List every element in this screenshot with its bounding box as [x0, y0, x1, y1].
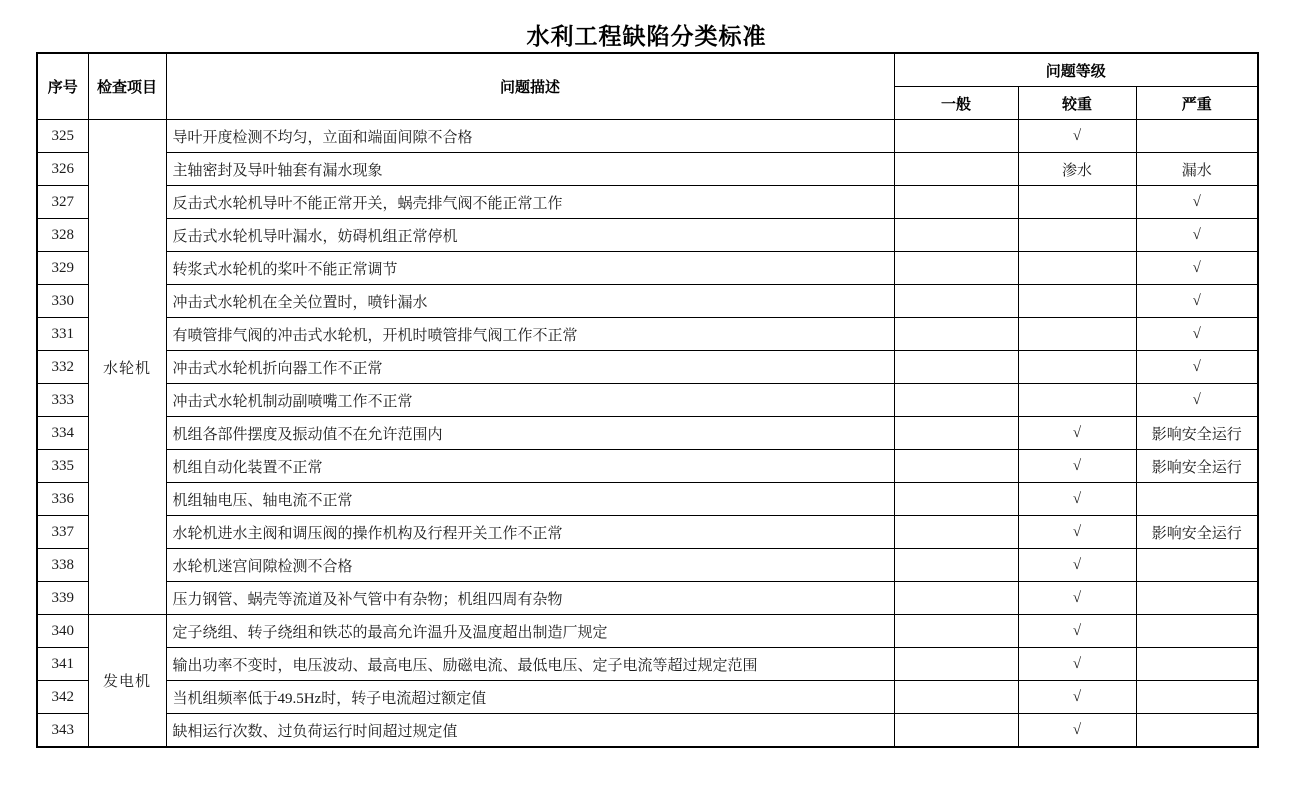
problem-description-cell: 机组各部件摆度及振动值不在允许范围内 [166, 417, 894, 450]
grade-severe-cell: √ [1136, 351, 1258, 384]
grade-serious-cell: √ [1018, 417, 1136, 450]
grade-general-cell [894, 285, 1018, 318]
table-row [37, 450, 1258, 483]
row-serial-number: 333 [37, 384, 88, 417]
table-row [37, 648, 1258, 681]
grade-general-cell [894, 219, 1018, 252]
header-level-general: 一般 [894, 87, 1018, 120]
grade-general-cell [894, 483, 1018, 516]
problem-description-cell: 压力钢管、蜗壳等流道及补气管中有杂物；机组四周有杂物 [166, 582, 894, 615]
problem-description-cell: 冲击式水轮机在全关位置时，喷针漏水 [166, 285, 894, 318]
header-serial-number: 序号 [37, 53, 88, 120]
table-row [37, 681, 1258, 714]
header-row-1 [37, 53, 1258, 87]
row-serial-number: 330 [37, 285, 88, 318]
table-row [37, 318, 1258, 351]
grade-general-cell [894, 384, 1018, 417]
grade-serious-cell [1018, 219, 1136, 252]
table-row [37, 219, 1258, 252]
table-row [37, 384, 1258, 417]
table-row [37, 615, 1258, 648]
grade-severe-cell: √ [1136, 384, 1258, 417]
grade-general-cell [894, 153, 1018, 186]
table-row [37, 252, 1258, 285]
grade-serious-cell: √ [1018, 120, 1136, 153]
grade-general-cell [894, 417, 1018, 450]
grade-severe-cell [1136, 681, 1258, 714]
table-row [37, 582, 1258, 615]
grade-serious-cell: √ [1018, 681, 1136, 714]
table-body [37, 120, 1258, 748]
grade-severe-cell [1136, 582, 1258, 615]
grade-severe-cell [1136, 483, 1258, 516]
table-row [37, 120, 1258, 153]
grade-serious-cell [1018, 318, 1136, 351]
table-row [37, 516, 1258, 549]
problem-description-cell: 定子绕组、转子绕组和铁芯的最高允许温升及温度超出制造厂规定 [166, 615, 894, 648]
table-row [37, 417, 1258, 450]
grade-general-cell [894, 351, 1018, 384]
grade-general-cell [894, 120, 1018, 153]
grade-serious-cell: √ [1018, 615, 1136, 648]
grade-general-cell [894, 516, 1018, 549]
grade-serious-cell [1018, 384, 1136, 417]
table-row [37, 351, 1258, 384]
grade-general-cell [894, 648, 1018, 681]
header-problem-level: 问题等级 [894, 53, 1258, 87]
row-serial-number: 325 [37, 120, 88, 153]
grade-serious-cell: √ [1018, 516, 1136, 549]
row-serial-number: 326 [37, 153, 88, 186]
grade-severe-cell [1136, 120, 1258, 153]
grade-general-cell [894, 549, 1018, 582]
grade-general-cell [894, 450, 1018, 483]
header-level-severe: 严重 [1136, 87, 1258, 120]
table-row [37, 483, 1258, 516]
grade-severe-cell [1136, 549, 1258, 582]
table-row [37, 186, 1258, 219]
table-row [37, 714, 1258, 748]
row-serial-number: 338 [37, 549, 88, 582]
row-serial-number: 337 [37, 516, 88, 549]
grade-serious-cell [1018, 285, 1136, 318]
grade-severe-cell [1136, 615, 1258, 648]
problem-description-cell: 转浆式水轮机的桨叶不能正常调节 [166, 252, 894, 285]
grade-general-cell [894, 186, 1018, 219]
grade-serious-cell: √ [1018, 483, 1136, 516]
grade-severe-cell: √ [1136, 318, 1258, 351]
inspection-item-cell: 发电机 [88, 615, 166, 748]
problem-description-cell: 反击式水轮机导叶不能正常开关，蜗壳排气阀不能正常工作 [166, 186, 894, 219]
problem-description-cell: 机组自动化装置不正常 [166, 450, 894, 483]
grade-general-cell [894, 681, 1018, 714]
row-serial-number: 341 [37, 648, 88, 681]
grade-severe-cell [1136, 714, 1258, 748]
table-row [37, 549, 1258, 582]
row-serial-number: 327 [37, 186, 88, 219]
grade-serious-cell [1018, 252, 1136, 285]
grade-severe-cell: 影响安全运行 [1136, 417, 1258, 450]
grade-severe-cell: 影响安全运行 [1136, 450, 1258, 483]
grade-serious-cell [1018, 351, 1136, 384]
problem-description-cell: 主轴密封及导叶轴套有漏水现象 [166, 153, 894, 186]
row-serial-number: 332 [37, 351, 88, 384]
row-serial-number: 340 [37, 615, 88, 648]
problem-description-cell: 水轮机迷宫间隙检测不合格 [166, 549, 894, 582]
row-serial-number: 331 [37, 318, 88, 351]
header-problem-description: 问题描述 [166, 53, 894, 120]
grade-serious-cell: √ [1018, 714, 1136, 748]
problem-description-cell: 水轮机进水主阀和调压阀的操作机构及行程开关工作不正常 [166, 516, 894, 549]
grade-serious-cell: √ [1018, 648, 1136, 681]
table-row [37, 285, 1258, 318]
grade-severe-cell [1136, 648, 1258, 681]
grade-severe-cell: √ [1136, 186, 1258, 219]
grade-general-cell [894, 714, 1018, 748]
header-inspection-item: 检查项目 [88, 53, 166, 120]
header-level-serious: 较重 [1018, 87, 1136, 120]
table-row [37, 153, 1258, 186]
row-serial-number: 342 [37, 681, 88, 714]
row-serial-number: 339 [37, 582, 88, 615]
inspection-item-cell: 水轮机 [88, 120, 166, 615]
grade-severe-cell: 漏水 [1136, 153, 1258, 186]
row-serial-number: 343 [37, 714, 88, 748]
grade-severe-cell: 影响安全运行 [1136, 516, 1258, 549]
row-serial-number: 328 [37, 219, 88, 252]
grade-serious-cell: 渗水 [1018, 153, 1136, 186]
grade-general-cell [894, 318, 1018, 351]
grade-severe-cell: √ [1136, 219, 1258, 252]
problem-description-cell: 导叶开度检测不均匀，立面和端面间隙不合格 [166, 120, 894, 153]
problem-description-cell: 冲击式水轮机折向器工作不正常 [166, 351, 894, 384]
row-serial-number: 336 [37, 483, 88, 516]
row-serial-number: 335 [37, 450, 88, 483]
problem-description-cell: 机组轴电压、轴电流不正常 [166, 483, 894, 516]
problem-description-cell: 当机组频率低于49.5Hz时，转子电流超过额定值 [166, 681, 894, 714]
problem-description-cell: 缺相运行次数、过负荷运行时间超过规定值 [166, 714, 894, 748]
row-serial-number: 334 [37, 417, 88, 450]
problem-description-cell: 反击式水轮机导叶漏水，妨碍机组正常停机 [166, 219, 894, 252]
grade-serious-cell [1018, 186, 1136, 219]
problem-description-cell: 冲击式水轮机制动副喷嘴工作不正常 [166, 384, 894, 417]
grade-general-cell [894, 252, 1018, 285]
grade-general-cell [894, 615, 1018, 648]
grade-serious-cell: √ [1018, 549, 1136, 582]
grade-severe-cell: √ [1136, 252, 1258, 285]
problem-description-cell: 有喷管排气阀的冲击式水轮机，开机时喷管排气阀工作不正常 [166, 318, 894, 351]
table-header [37, 53, 1258, 120]
defect-classification-table [36, 52, 1259, 748]
row-serial-number: 329 [37, 252, 88, 285]
page-title: 水利工程缺陷分类标准 [526, 23, 767, 49]
problem-description-cell: 输出功率不变时，电压波动、最高电压、励磁电流、最低电压、定子电流等超过规定范围 [166, 648, 894, 681]
grade-serious-cell: √ [1018, 582, 1136, 615]
grade-serious-cell: √ [1018, 450, 1136, 483]
grade-general-cell [894, 582, 1018, 615]
grade-severe-cell: √ [1136, 285, 1258, 318]
